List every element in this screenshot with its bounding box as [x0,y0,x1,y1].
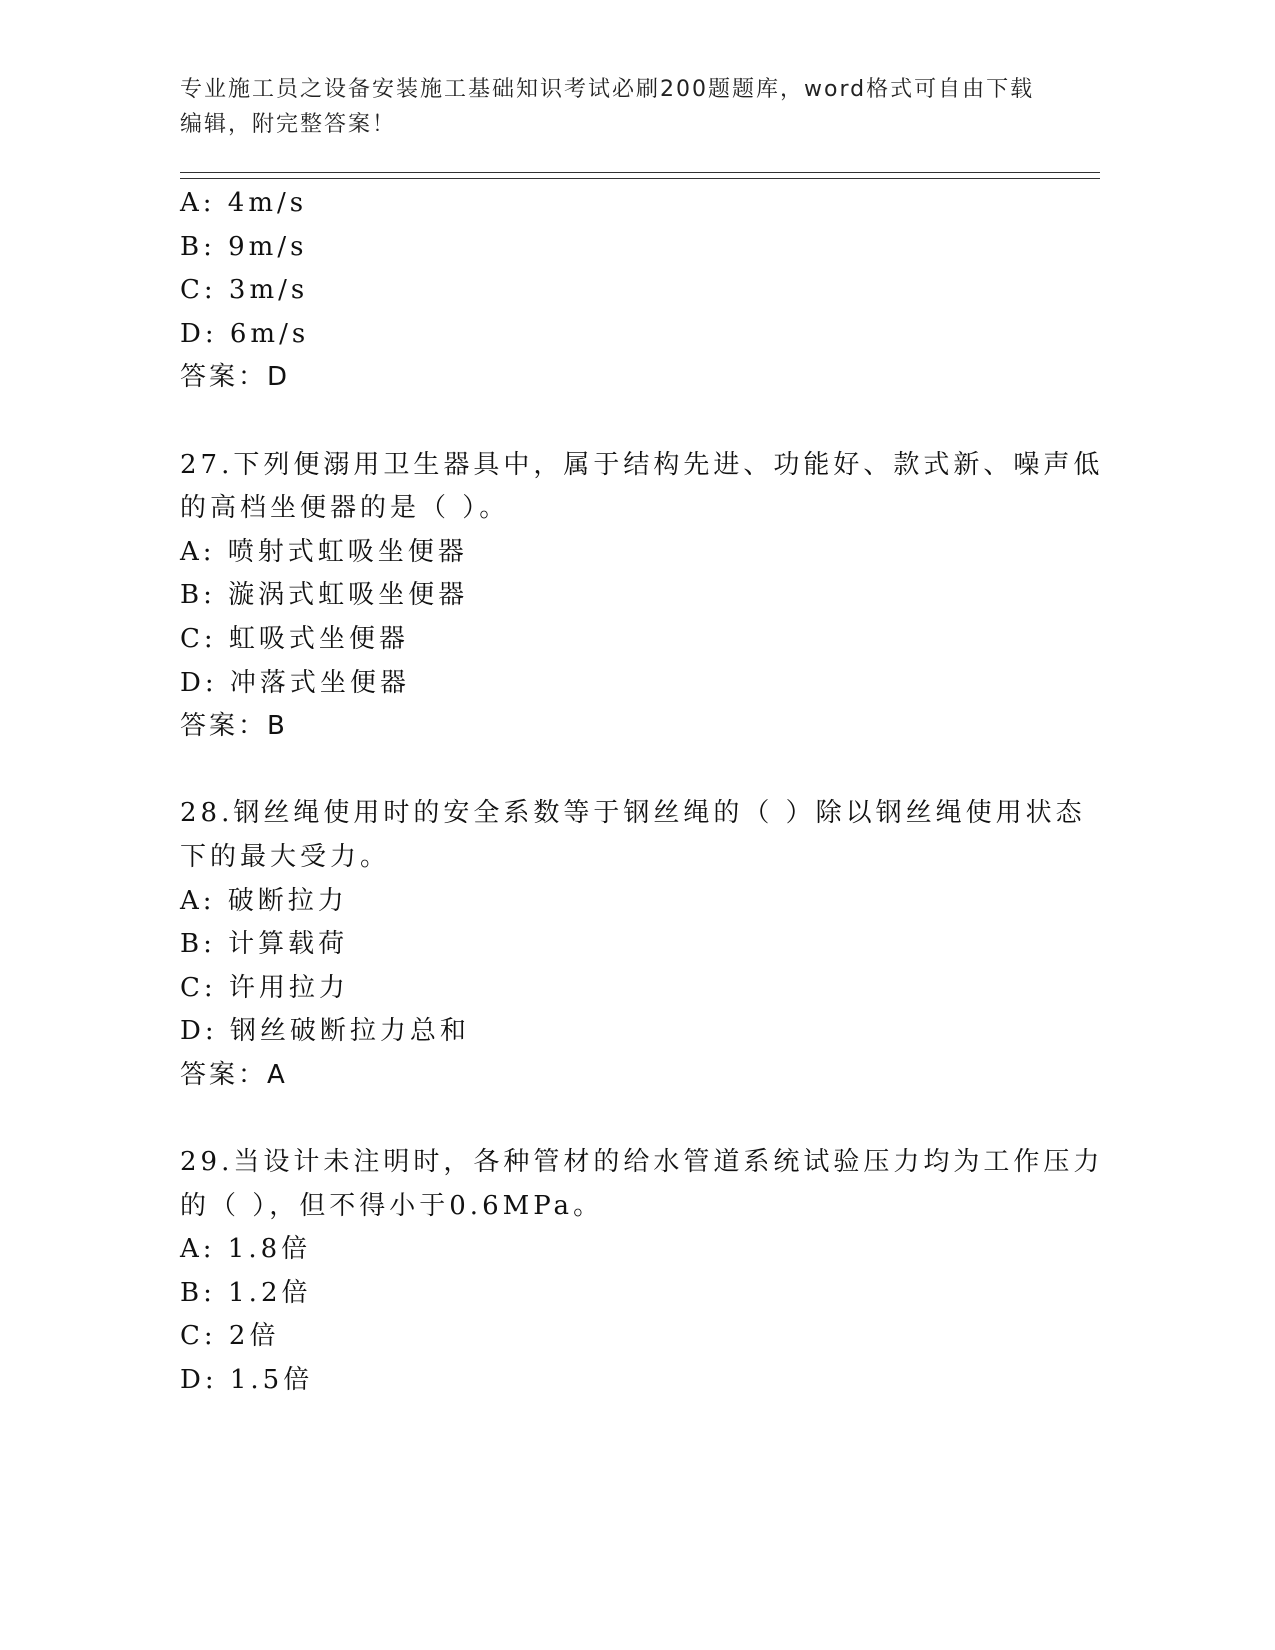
question-stem-line-2: 的（ ），但不得小于0.6MPa。 [180,1190,604,1221]
question-28 [180,792,1086,1097]
question-27 [180,444,1104,749]
question-26 [180,182,1080,400]
option-b: B: 1.2倍 [180,1277,312,1308]
option-a: A: 4m/s [180,188,308,218]
question-content [180,182,1104,1403]
header-divider-bottom [180,178,1100,179]
header-title-line-2: 编辑，附完整答案！ [180,112,397,137]
option-d: D: 冲落式坐便器 [180,667,410,698]
option-d: D: 钢丝破断拉力总和 [180,1016,470,1047]
document-header [180,72,1060,142]
question-spacer [180,400,1080,444]
question-stem-line-1: 28.钢丝绳使用时的安全系数等于钢丝绳的（ ）除以钢丝绳使用状态 [180,798,1086,829]
option-b: B: 计算载荷 [180,929,349,960]
header-divider-top [180,172,1100,173]
question-stem-line-2: 的高档坐便器的是（ ）。 [180,493,510,524]
question-spacer [180,1097,1080,1141]
option-c: C: 2倍 [180,1321,280,1352]
question-29 [180,1141,1104,1403]
answer-line: 答案：A [180,1059,288,1090]
question-spacer [180,749,1080,793]
question-stem-line-1: 27.下列便溺用卫生器具中，属于结构先进、功能好、款式新、噪声低 [180,449,1104,480]
option-a: A: 喷射式虹吸坐便器 [180,536,468,567]
option-a: A: 1.8倍 [180,1234,312,1265]
option-d: D: 1.5倍 [180,1365,314,1396]
option-c: C: 3m/s [180,275,309,306]
header-title-line-1: 专业施工员之设备安装施工基础知识考试必刷200题题库，word格式可自由下载 [180,77,1035,102]
question-stem-line-1: 29.当设计未注明时，各种管材的给水管道系统试验压力均为工作压力 [180,1147,1104,1178]
answer-line: 答案：D [180,362,291,393]
option-d: D: 6m/s [180,318,310,349]
option-b: B: 9m/s [180,231,308,262]
option-b: B: 漩涡式虹吸坐便器 [180,580,469,611]
option-c: C: 虹吸式坐便器 [180,623,409,654]
question-stem-line-2: 下的最大受力。 [180,841,391,872]
answer-line: 答案：B [180,711,288,742]
option-c: C: 许用拉力 [180,972,349,1003]
option-a: A: 破断拉力 [180,885,348,916]
